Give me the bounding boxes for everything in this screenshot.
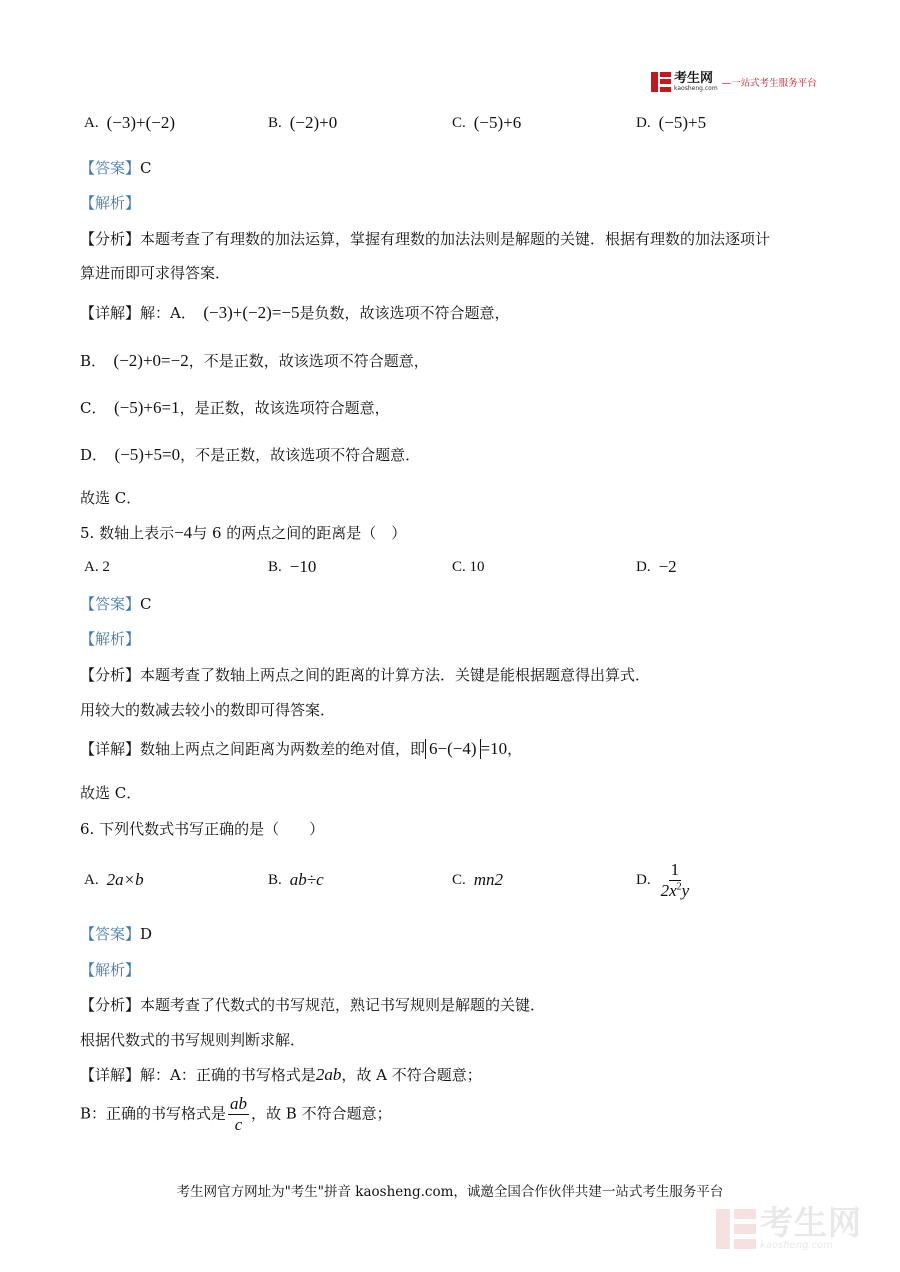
q6-answer: 【答案】D bbox=[80, 925, 153, 943]
q5-answer: 【答案】C bbox=[80, 595, 152, 613]
q4-options bbox=[84, 113, 844, 133]
q4-detail-b: B． (−2)+0=−2，不是正数，故该选项不符合题意， bbox=[80, 351, 429, 370]
q6-option-c: C. mn2 bbox=[452, 870, 504, 889]
q4-analysis-tag: 【解析】 bbox=[80, 194, 141, 212]
q6-detail-b-fraction: $\frac{ab}{c}$ bbox=[230, 1094, 248, 1134]
q4-answer: 【答案】C bbox=[80, 159, 152, 177]
q4-fenxi-line2: 算进而即可求得答案． bbox=[80, 264, 231, 282]
q6-option-a: A. 2a×b bbox=[84, 870, 144, 889]
q4-option-c: C. (−5)+6 bbox=[452, 113, 522, 132]
q4-fenxi-line1: 【分析】本题考查了有理数的加法运算，掌握有理数的加法法则是解题的关键．根据有理数的加法逐项计 bbox=[80, 230, 771, 248]
q6-detail-b: B：正确的书写格式是 $\frac{ab}{c}$ ，故 B 不符合题意； bbox=[80, 1094, 392, 1134]
footer-text: 考生网官方网址为"考生"拼音 kaosheng.com，诚邀全国合作伙伴共建一站式考生服务平台 bbox=[176, 1184, 724, 1200]
header-logo bbox=[651, 71, 817, 93]
brand-name: 考生网 bbox=[674, 71, 714, 86]
q5-absolute-value: 6−(−4) bbox=[425, 739, 481, 759]
q6-fenxi-line2: 根据代数式的书写规则判断求解． bbox=[80, 1031, 306, 1049]
q6-option-d: D. $\frac{1}{2x^2y}$ bbox=[636, 859, 690, 900]
q4-option-b: B. (−2)+0 bbox=[268, 113, 338, 132]
q5-fenxi-line2: 用较大的数减去较小的数即可得答案． bbox=[80, 701, 336, 719]
q4-conclusion: 故选 C． bbox=[80, 489, 142, 507]
q4-detail-c: C． (−5)+6=1，是正数，故该选项符合题意， bbox=[80, 398, 390, 417]
q5-stem: 5. 数轴上表示−4与 6 的两点之间的距离是（ ） bbox=[80, 523, 407, 542]
q6-analysis-tag: 【解析】 bbox=[80, 961, 141, 979]
q6-option-d-fraction: $\frac{1}{2x^2y}$ bbox=[660, 859, 690, 900]
q4-option-d: D. (−5)+5 bbox=[636, 113, 707, 132]
watermark-url: kaosheng.com bbox=[760, 1240, 833, 1251]
q5-fenxi-line1: 【分析】本题考查了数轴上两点之间的距离的计算方法．关键是能根据题意得出算式． bbox=[80, 666, 651, 684]
q5-option-b: B. −10 bbox=[268, 557, 317, 576]
q4-detail-d: D． (−5)+5=0，不是正数，故该选项不符合题意． bbox=[80, 445, 421, 464]
q6-option-b: B. ab÷c bbox=[268, 870, 324, 889]
q6-options bbox=[84, 858, 844, 902]
q5-detail: 【详解】数轴上两点之间距离为两数差的绝对值，即 6−(−4) =10， bbox=[80, 739, 523, 758]
brand-url: kaosheng.com bbox=[674, 85, 718, 92]
q6-stem: 6. 下列代数式书写正确的是（ ） bbox=[80, 820, 325, 838]
q6-detail-a: 【详解】解：A：正确的书写格式是2ab，故 A 不符合题意； bbox=[80, 1065, 482, 1084]
q5-option-d: D. −2 bbox=[636, 557, 677, 576]
q5-options bbox=[84, 557, 844, 577]
q5-option-c: C. 10 bbox=[452, 558, 485, 575]
q5-analysis-tag: 【解析】 bbox=[80, 630, 141, 648]
watermark-name: 考生网 bbox=[760, 1203, 862, 1242]
q5-conclusion: 故选 C． bbox=[80, 784, 142, 802]
q4-option-a: A. (−3)+(−2) bbox=[84, 113, 176, 132]
q5-option-a: A. 2 bbox=[84, 558, 110, 575]
watermark-logo-icon bbox=[716, 1209, 756, 1249]
q6-fenxi-line1: 【分析】本题考查了代数式的书写规范，熟记书写规则是解题的关键． bbox=[80, 996, 546, 1014]
kaosheng-logo-icon bbox=[651, 72, 671, 92]
watermark bbox=[716, 1203, 862, 1251]
q4-detail-a: 【详解】解：A． (−3)+(−2)=−5是负数，故该选项不符合题意， bbox=[80, 303, 510, 322]
header-slogan: —一站式考生服务平台 bbox=[721, 78, 817, 89]
